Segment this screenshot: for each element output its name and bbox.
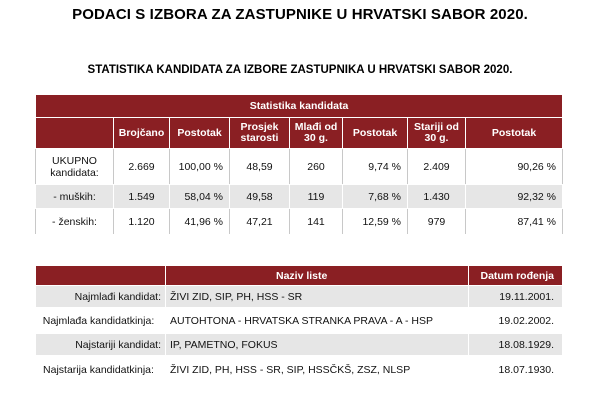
table-cell: 1.549	[114, 185, 170, 209]
table-cell: 58,04 %	[170, 185, 230, 209]
birth-date-cell: 18.07.1930.	[469, 356, 563, 384]
candidate-statistics-table	[35, 94, 563, 235]
table-cell: 100,00 %	[170, 149, 230, 185]
stats-super-header: Statistika kandidata	[36, 95, 563, 118]
table-cell: 2.409	[408, 149, 466, 185]
table-cell: 12,59 %	[343, 209, 408, 235]
table-row	[36, 149, 563, 185]
table-row	[36, 308, 563, 334]
table-cell: 141	[290, 209, 343, 235]
table-row	[36, 185, 563, 209]
table-row	[36, 334, 563, 356]
stats-col-header: Brojčano	[114, 118, 170, 149]
table-cell: 9,74 %	[343, 149, 408, 185]
stats-col-header: Postotak	[466, 118, 563, 149]
row-label: - ženskih:	[36, 209, 114, 235]
table-cell: 1.120	[114, 209, 170, 235]
table-cell: 90,26 %	[466, 149, 563, 185]
list-name-cell: ŽIVI ZID, SIP, PH, HSS - SR	[166, 286, 469, 308]
birth-date-cell: 18.08.1929.	[469, 334, 563, 356]
birth-date-header: Datum rođenja	[469, 266, 563, 286]
page-title: PODACI S IZBORA ZA ZASTUPNIKE U HRVATSKI SABOR 2020.	[72, 6, 528, 23]
row-label: Najmlađi kandidat:	[36, 286, 166, 308]
table-cell: 49,58	[230, 185, 290, 209]
stats-col-header: Mlađi od 30 g.	[290, 118, 343, 149]
table-row	[36, 209, 563, 235]
table-cell: 7,68 %	[343, 185, 408, 209]
stats-col-header: Stariji od 30 g.	[408, 118, 466, 149]
row-label: Najstarija kandidatkinja:	[36, 356, 166, 384]
row-label: - muških:	[36, 185, 114, 209]
stats-col-header: Prosjek starosti	[230, 118, 290, 149]
stats-col-header: Postotak	[170, 118, 230, 149]
table-row	[36, 286, 563, 308]
table-cell: 979	[408, 209, 466, 235]
birth-date-cell: 19.02.2002.	[469, 308, 563, 334]
row-label: Najstariji kandidat:	[36, 334, 166, 356]
table-cell: 119	[290, 185, 343, 209]
table-cell: 87,41 %	[466, 209, 563, 235]
table-cell: 260	[290, 149, 343, 185]
stats-col-header: Postotak	[343, 118, 408, 149]
row-label: UKUPNO kandidata:	[36, 149, 114, 185]
row-label: Najmlađa kandidatkinja:	[36, 308, 166, 334]
extreme-age-candidates-table	[35, 265, 563, 384]
table-cell: 1.430	[408, 185, 466, 209]
table-cell: 41,96 %	[170, 209, 230, 235]
section-title: STATISTIKA KANDIDATA ZA IZBORE ZASTUPNIKA U HRVATSKI SABOR 2020.	[87, 64, 513, 76]
table-cell: 48,59	[230, 149, 290, 185]
list-name-header: Naziv liste	[166, 266, 469, 286]
table-row	[36, 356, 563, 384]
stats-corner	[36, 118, 114, 149]
list-name-cell: IP, PAMETNO, FOKUS	[166, 334, 469, 356]
table-cell: 92,32 %	[466, 185, 563, 209]
list-name-cell: AUTOHTONA - HRVATSKA STRANKA PRAVA - A - HSP	[166, 308, 469, 334]
table-cell: 47,21	[230, 209, 290, 235]
list-corner	[36, 266, 166, 286]
table-cell: 2.669	[114, 149, 170, 185]
birth-date-cell: 19.11.2001.	[469, 286, 563, 308]
list-name-cell: ŽIVI ZID, PH, HSS - SR, SIP, HSSČKŠ, ZSZ, NLSP	[166, 356, 469, 384]
